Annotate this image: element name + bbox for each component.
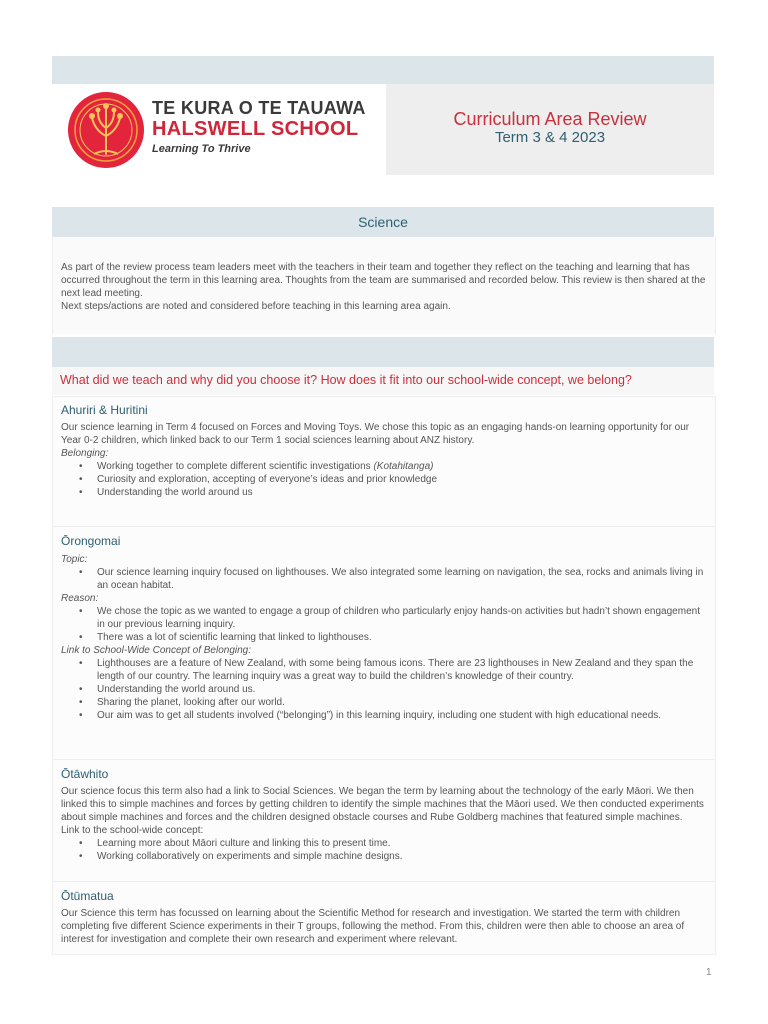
list-item-italic: (Kotahitanga) (373, 461, 434, 472)
intro-text (61, 261, 707, 313)
link-list (61, 657, 709, 722)
list-item: • There was a lot of scientific learning that linked to lighthouses. (97, 631, 709, 644)
reason-label: Reason: (61, 593, 99, 604)
list-item: • Understanding the world around us (97, 486, 709, 499)
section-heading: Ōtūmatua (61, 889, 114, 903)
document-title: Curriculum Area Review (453, 109, 647, 129)
document-header (52, 84, 714, 175)
intro-line-1: As part of the review process team leaders meet with the teachers in their team and together they reflect on the teaching and learning that has occurred throughout the term in this learning area. Thoughts from the team are summarised and recorded below. This review is then shared at the next lead meeting. (61, 262, 706, 299)
school-tree-logo-icon (68, 92, 144, 168)
document-title-block (386, 84, 714, 175)
intro-line-2: Next steps/actions are noted and considered before teaching in this learning area again. (61, 301, 451, 312)
review-question-text: What did we teach and why did you choose it? How does it fit into our school-wide concept, we belong? (60, 373, 632, 387)
topic-label: Topic: (61, 554, 88, 565)
list-item: • Working collaboratively on experiments and simple machine designs. (97, 850, 709, 863)
review-question (52, 367, 714, 395)
link-label: Link to School-Wide Concept of Belonging: (61, 645, 252, 656)
section-otumatua (52, 881, 716, 955)
school-logo-block (52, 84, 382, 175)
section-otawhito (52, 759, 716, 882)
link-label: Link to the school-wide concept: (61, 825, 204, 836)
list-item-text: Working together to complete different scientific investigations (97, 461, 374, 472)
list-item: • We chose the topic as we wanted to engage a group of children who particularly enjoy hands-on activities but hadn’t shown engagement in our previous learning inquiry. (97, 605, 709, 631)
school-name: HALSWELL SCHOOL (152, 118, 359, 140)
list-item: • Our science learning inquiry focused on lighthouses. We also integrated some learning on navigation, the sea, rocks and animals living in an ocean habitat. (97, 566, 709, 592)
section-heading: Ahuriri & Huritini (61, 403, 148, 417)
intro-block (52, 237, 716, 334)
subject-heading: Science (52, 207, 714, 237)
list-item: • Curiosity and exploration, accepting of everyone’s ideas and prior knowledge (97, 473, 709, 486)
belonging-list (61, 460, 709, 499)
school-name-maori: TE KURA O TE TAUAWA (152, 98, 366, 118)
list-item: • Our aim was to get all students involved (“belonging”) in this learning inquiry, including one student with high educational needs. (97, 709, 709, 722)
section-heading: Ōrongomai (61, 534, 121, 548)
document-term: Term 3 & 4 2023 (494, 129, 606, 146)
list-item: • Learning more about Māori culture and linking this to present time. (97, 837, 709, 850)
topic-list (61, 566, 709, 592)
section-ahuriri (52, 396, 716, 527)
section-heading: Ōtāwhito (61, 767, 109, 781)
list-item: • Lighthouses are a feature of New Zealand, with some being famous icons. There are 23 lighthouses in New Zealand and they span the length of our country. The learning inquiry was a great way to build the children’s knowledge of their country. (97, 657, 709, 683)
list-item (97, 460, 709, 473)
link-list (61, 837, 709, 863)
section-paragraph: Our Science this term has focussed on learning about the Scientific Method for research and investigation. We started the term with children completing five different Science experiments in their T groups, following the method. From this, children were then able to choose an area of interest for investigation and complete their own research and experiment where relevant. (61, 908, 685, 945)
reason-list (61, 605, 709, 644)
page-number: 1 (706, 967, 712, 978)
section-paragraph: Our science learning in Term 4 focused on Forces and Moving Toys. We chose this topic as an engaging hands-on learning opportunity for our Year 0-2 children, which linked back to our Term 1 social sciences learning about ANZ history. (61, 422, 690, 446)
header-top-bar (52, 56, 714, 84)
section-bar (52, 337, 714, 367)
belonging-label: Belonging: (61, 448, 109, 459)
list-item: • Sharing the planet, looking after our world. (97, 696, 709, 709)
school-tagline: Learning To Thrive (152, 143, 251, 155)
list-item: • Understanding the world around us. (97, 683, 709, 696)
section-orongomai (52, 526, 716, 760)
section-paragraph: Our science focus this term also had a link to Social Sciences. We began the term by learning about the technology of the early Māori. We then linked this to simple machines and forces by getting children to identify the simple machines that the Māori used. We then conducted experiments about simple machines and forces and the children designed obstacle courses and Rube Goldberg machines that featured simple machines. (61, 786, 704, 823)
